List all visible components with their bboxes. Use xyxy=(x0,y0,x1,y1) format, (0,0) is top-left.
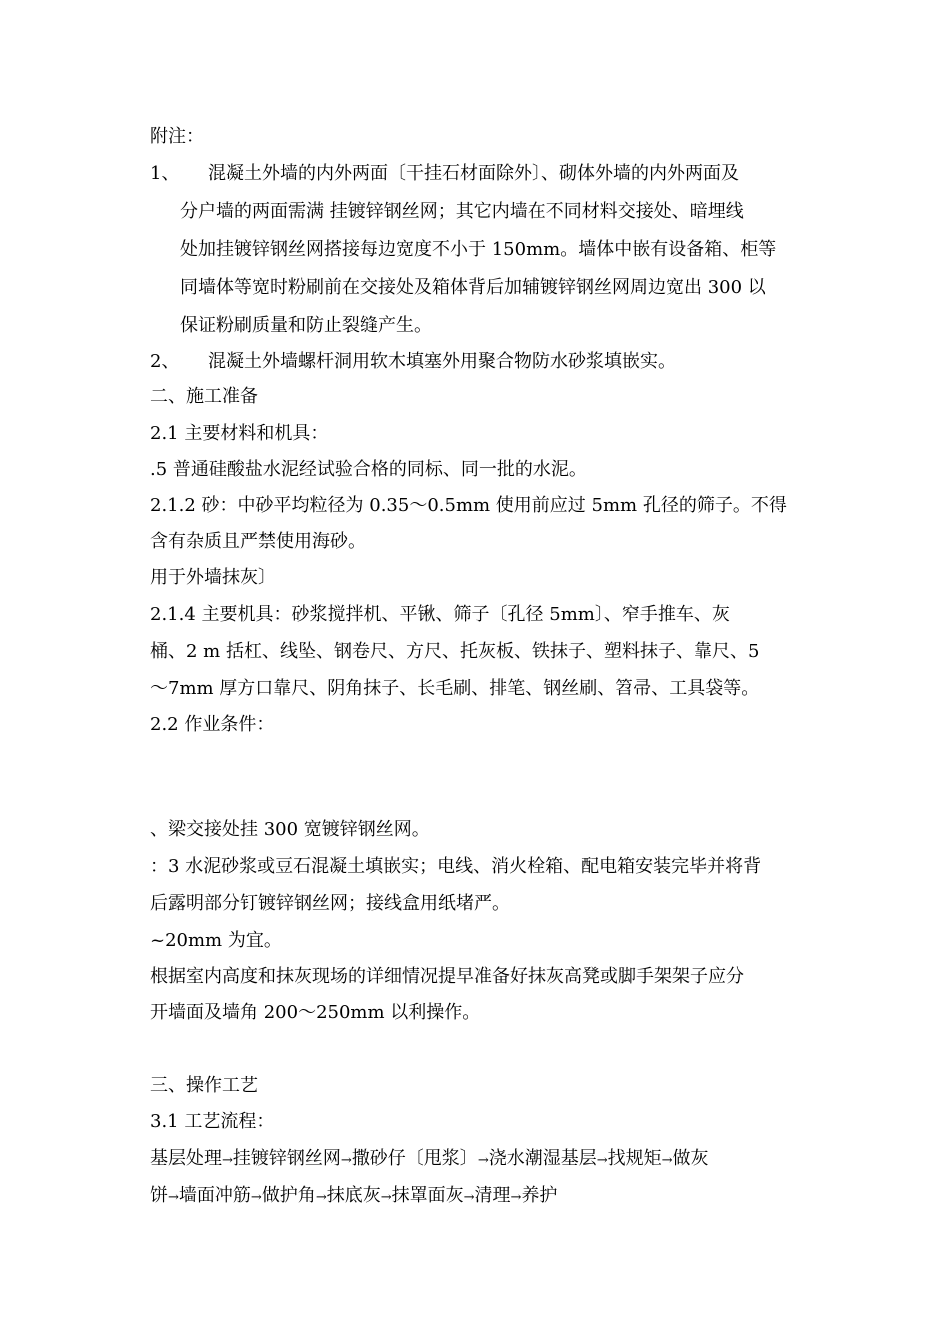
note-line: 同墙体等宽时粉刷前在交接处及箱体背后加辅镀锌钢丝网周边宽出 300 以 xyxy=(180,277,766,298)
scaffold-paragraph-line: 根据室内高度和抹灰现场的详细情况提早准备好抹灰高凳或脚手架架子应分 xyxy=(150,966,744,987)
flow-step: 做灰 xyxy=(672,1148,709,1169)
arrow-right-icon: → xyxy=(596,1153,608,1168)
tools-paragraph-line: 2.1.4 主要机具：砂浆搅拌机、平锹、筛子〔孔径 5mm〕、窄手推车、灰 xyxy=(150,604,730,625)
tools-paragraph-line: 桶、2 m 括杠、线坠、钢卷尺、方尺、托灰板、铁抹子、塑料抹子、靠尺、5 xyxy=(150,641,760,662)
arrow-right-icon: → xyxy=(168,1190,179,1205)
arrow-right-icon: → xyxy=(340,1153,352,1168)
flow-step: 墙面冲筋 xyxy=(178,1185,251,1206)
flow-step: 抹底灰 xyxy=(326,1185,381,1206)
process-flow-line xyxy=(150,1184,557,1210)
flow-step: 找规矩 xyxy=(607,1148,662,1169)
note-number: 1、 xyxy=(150,163,180,184)
subsection-2-2: 2.2 作业条件： xyxy=(150,714,275,735)
section-2-title: 二、施工准备 xyxy=(150,386,258,407)
arrow-right-icon: → xyxy=(222,1153,233,1168)
note-number: 2、 xyxy=(150,351,180,372)
flow-step: 基层处理 xyxy=(150,1148,222,1169)
note-line: 处加挂镀锌钢丝网搭接每边宽度不小于 150mm。墙体中嵌有设备箱、柜等 xyxy=(180,239,777,260)
cement-paragraph: .5 普通硅酸盐水泥经试验合格的同标、同一批的水泥。 xyxy=(150,459,587,480)
arrow-right-icon: → xyxy=(510,1190,522,1205)
note-line: 混凝土外墙的内外两面〔干挂石材面除外〕、砌体外墙的内外两面及 xyxy=(208,163,739,184)
note-line: 混凝土外墙螺杆洞用软木填塞外用聚合物防水砂浆填嵌实。 xyxy=(208,351,676,372)
flow-step: 饼 xyxy=(150,1185,168,1206)
sand-paragraph-line: 2.1.2 砂：中砂平均粒径为 0.35～0.5mm 使用前应过 5mm 孔径的筛子。不得 xyxy=(150,495,787,516)
flow-step: 做护角 xyxy=(261,1185,316,1206)
process-flow-line xyxy=(150,1147,709,1173)
section-3-title: 三、操作工艺 xyxy=(150,1075,258,1096)
note-line: 保证粉刷质量和防止裂缝产生。 xyxy=(180,315,432,336)
tools-paragraph-line: ～7mm 厚方口靠尺、阴角抹子、长毛刷、排笔、钢丝刷、笤帚、工具袋等。 xyxy=(150,678,760,699)
arrow-right-icon: → xyxy=(463,1190,475,1205)
note-line: 分户墙的两面需满 挂镀锌钢丝网；其它内墙在不同材料交接处、暗埋线 xyxy=(180,201,744,222)
notes-heading: 附注： xyxy=(150,126,204,147)
arrow-right-icon: → xyxy=(477,1153,489,1168)
mortar-paragraph-line: 后露明部分钉镀锌钢丝网；接线盒用纸堵严。 xyxy=(150,893,510,914)
arrow-right-icon: → xyxy=(380,1190,392,1205)
mortar-paragraph-line: ：3 水泥砂浆或豆石混凝土填嵌实；电线、消火栓箱、配电箱安装完毕并将背 xyxy=(150,856,762,877)
flow-step: 挂镀锌钢丝网 xyxy=(232,1148,341,1169)
exterior-plaster-note: 用于外墙抹灰〕 xyxy=(150,567,276,588)
flow-step: 清理 xyxy=(474,1185,511,1206)
subsection-3-1: 3.1 工艺流程： xyxy=(150,1111,275,1132)
scaffold-paragraph-line: 开墙面及墙角 200～250mm 以利操作。 xyxy=(150,1002,481,1023)
subsection-2-1: 2.1 主要材料和机具： xyxy=(150,423,329,444)
arrow-right-icon: → xyxy=(315,1190,327,1205)
flow-step: 抹罩面灰 xyxy=(391,1185,464,1206)
sand-paragraph-line: 含有杂质且严禁使用海砂。 xyxy=(150,531,366,552)
arrow-right-icon: → xyxy=(661,1153,673,1168)
flow-step: 撒砂仔〔甩浆〕 xyxy=(351,1148,478,1169)
arrow-right-icon: → xyxy=(250,1190,262,1205)
thickness-paragraph: ~20mm 为宜。 xyxy=(150,930,282,951)
flow-step: 养护 xyxy=(521,1185,558,1206)
beam-mesh-paragraph: 、梁交接处挂 300 宽镀锌钢丝网。 xyxy=(150,819,430,840)
flow-step: 浇水潮湿基层 xyxy=(488,1148,597,1169)
